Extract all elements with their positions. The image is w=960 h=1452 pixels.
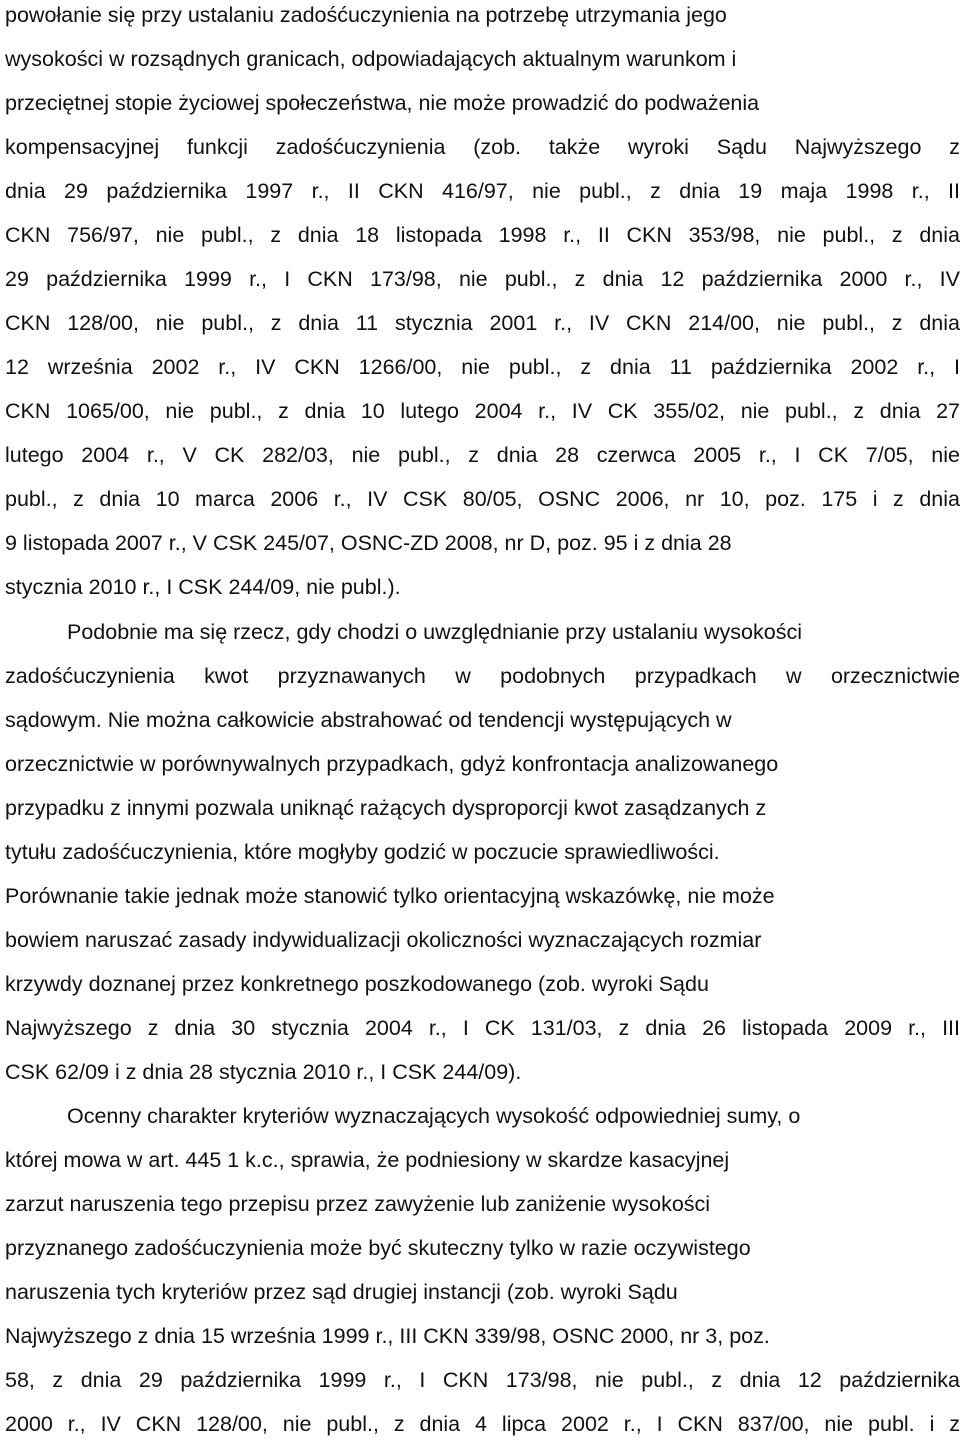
text-line: publ., z dnia 10 marca 2006 r., IV CSK 80/05, OSNC 2006, nr 10, poz. 175 i z dnia <box>5 487 960 511</box>
text-line: krzywdy doznanej przez konkretnego poszkodowanego (zob. wyroki Sądu <box>5 972 709 996</box>
text-line: 29 października 1999 r., I CKN 173/98, nie publ., z dnia 12 października 2000 r., IV <box>5 267 960 291</box>
paragraph-first-line: Podobnie ma się rzecz, gdy chodzi o uwzględnianie przy ustalaniu wysokości <box>67 620 802 644</box>
text-line: CSK 62/09 i z dnia 28 stycznia 2010 r., I CSK 244/09). <box>5 1060 522 1084</box>
text-line: lutego 2004 r., V CK 282/03, nie publ., z dnia 28 czerwca 2005 r., I CK 7/05, nie <box>5 443 960 467</box>
text-line: przeciętnej stopie życiowej społeczeństwa, nie może prowadzić do podważenia <box>5 91 760 115</box>
text-line: orzecznictwie w porównywalnych przypadkach, gdyż konfrontacja analizowanego <box>5 752 779 776</box>
text-line: zarzut naruszenia tego przepisu przez zawyżenie lub zaniżenie wysokości <box>5 1192 711 1216</box>
text-line: naruszenia tych kryteriów przez sąd drugiej instancji (zob. wyroki Sądu <box>5 1280 678 1304</box>
text-line: zadośćuczynienia kwot przyznawanych w podobnych przypadkach w orzecznictwie <box>5 664 960 688</box>
text-line: Najwyższego z dnia 15 września 1999 r., III CKN 339/98, OSNC 2000, nr 3, poz. <box>5 1324 770 1348</box>
text-line: CKN 1065/00, nie publ., z dnia 10 lutego 2004 r., IV CK 355/02, nie publ., z dnia 27 <box>5 399 960 423</box>
text-line: 9 listopada 2007 r., V CSK 245/07, OSNC-ZD 2008, nr D, poz. 95 i z dnia 28 <box>5 531 732 555</box>
text-line: Najwyższego z dnia 30 stycznia 2004 r., I CK 131/03, z dnia 26 listopada 2009 r., III <box>5 1016 960 1040</box>
text-line: przypadku z innymi pozwala uniknąć rażących dysproporcji kwot zasądzanych z <box>5 796 767 820</box>
paragraph-first-line: Ocenny charakter kryteriów wyznaczających wysokość odpowiedniej sumy, o <box>67 1104 801 1128</box>
text-line: CKN 756/97, nie publ., z dnia 18 listopada 1998 r., II CKN 353/98, nie publ., z dnia <box>5 223 960 247</box>
text-line: tytułu zadośćuczynienia, które mogłyby godzić w poczucie sprawiedliwości. <box>5 840 720 864</box>
text-line: 12 września 2002 r., IV CKN 1266/00, nie publ., z dnia 11 października 2002 r., I <box>5 355 960 379</box>
text-line: dnia 29 października 1997 r., II CKN 416/97, nie publ., z dnia 19 maja 1998 r., II <box>5 179 960 203</box>
text-line: CKN 128/00, nie publ., z dnia 11 stycznia 2001 r., IV CKN 214/00, nie publ., z dnia <box>5 311 960 335</box>
text-line: Porównanie takie jednak może stanowić tylko orientacyjną wskazówkę, nie może <box>5 884 775 908</box>
text-line: wysokości w rozsądnych granicach, odpowiadających aktualnym warunkom i <box>5 47 737 71</box>
text-line: powołanie się przy ustalaniu zadośćuczynienia na potrzebę utrzymania jego <box>5 3 727 27</box>
text-line: stycznia 2010 r., I CSK 244/09, nie publ.). <box>5 575 401 599</box>
text-line: 2000 r., IV CKN 128/00, nie publ., z dnia 4 lipca 2002 r., I CKN 837/00, nie publ. i z <box>5 1412 960 1436</box>
text-line: 58, z dnia 29 października 1999 r., I CKN 173/98, nie publ., z dnia 12 października <box>5 1368 960 1392</box>
text-line: kompensacyjnej funkcji zadośćuczynienia (zob. także wyroki Sądu Najwyższego z <box>5 135 960 159</box>
text-line: bowiem naruszać zasady indywidualizacji okoliczności wyznaczających rozmiar <box>5 928 762 952</box>
text-line: sądowym. Nie można całkowicie abstrahować od tendencji występujących w <box>5 708 732 732</box>
text-line: której mowa w art. 445 1 k.c., sprawia, że podniesiony w skardze kasacyjnej <box>5 1148 730 1172</box>
text-line: przyznanego zadośćuczynienia może być skuteczny tylko w razie oczywistego <box>5 1236 751 1260</box>
